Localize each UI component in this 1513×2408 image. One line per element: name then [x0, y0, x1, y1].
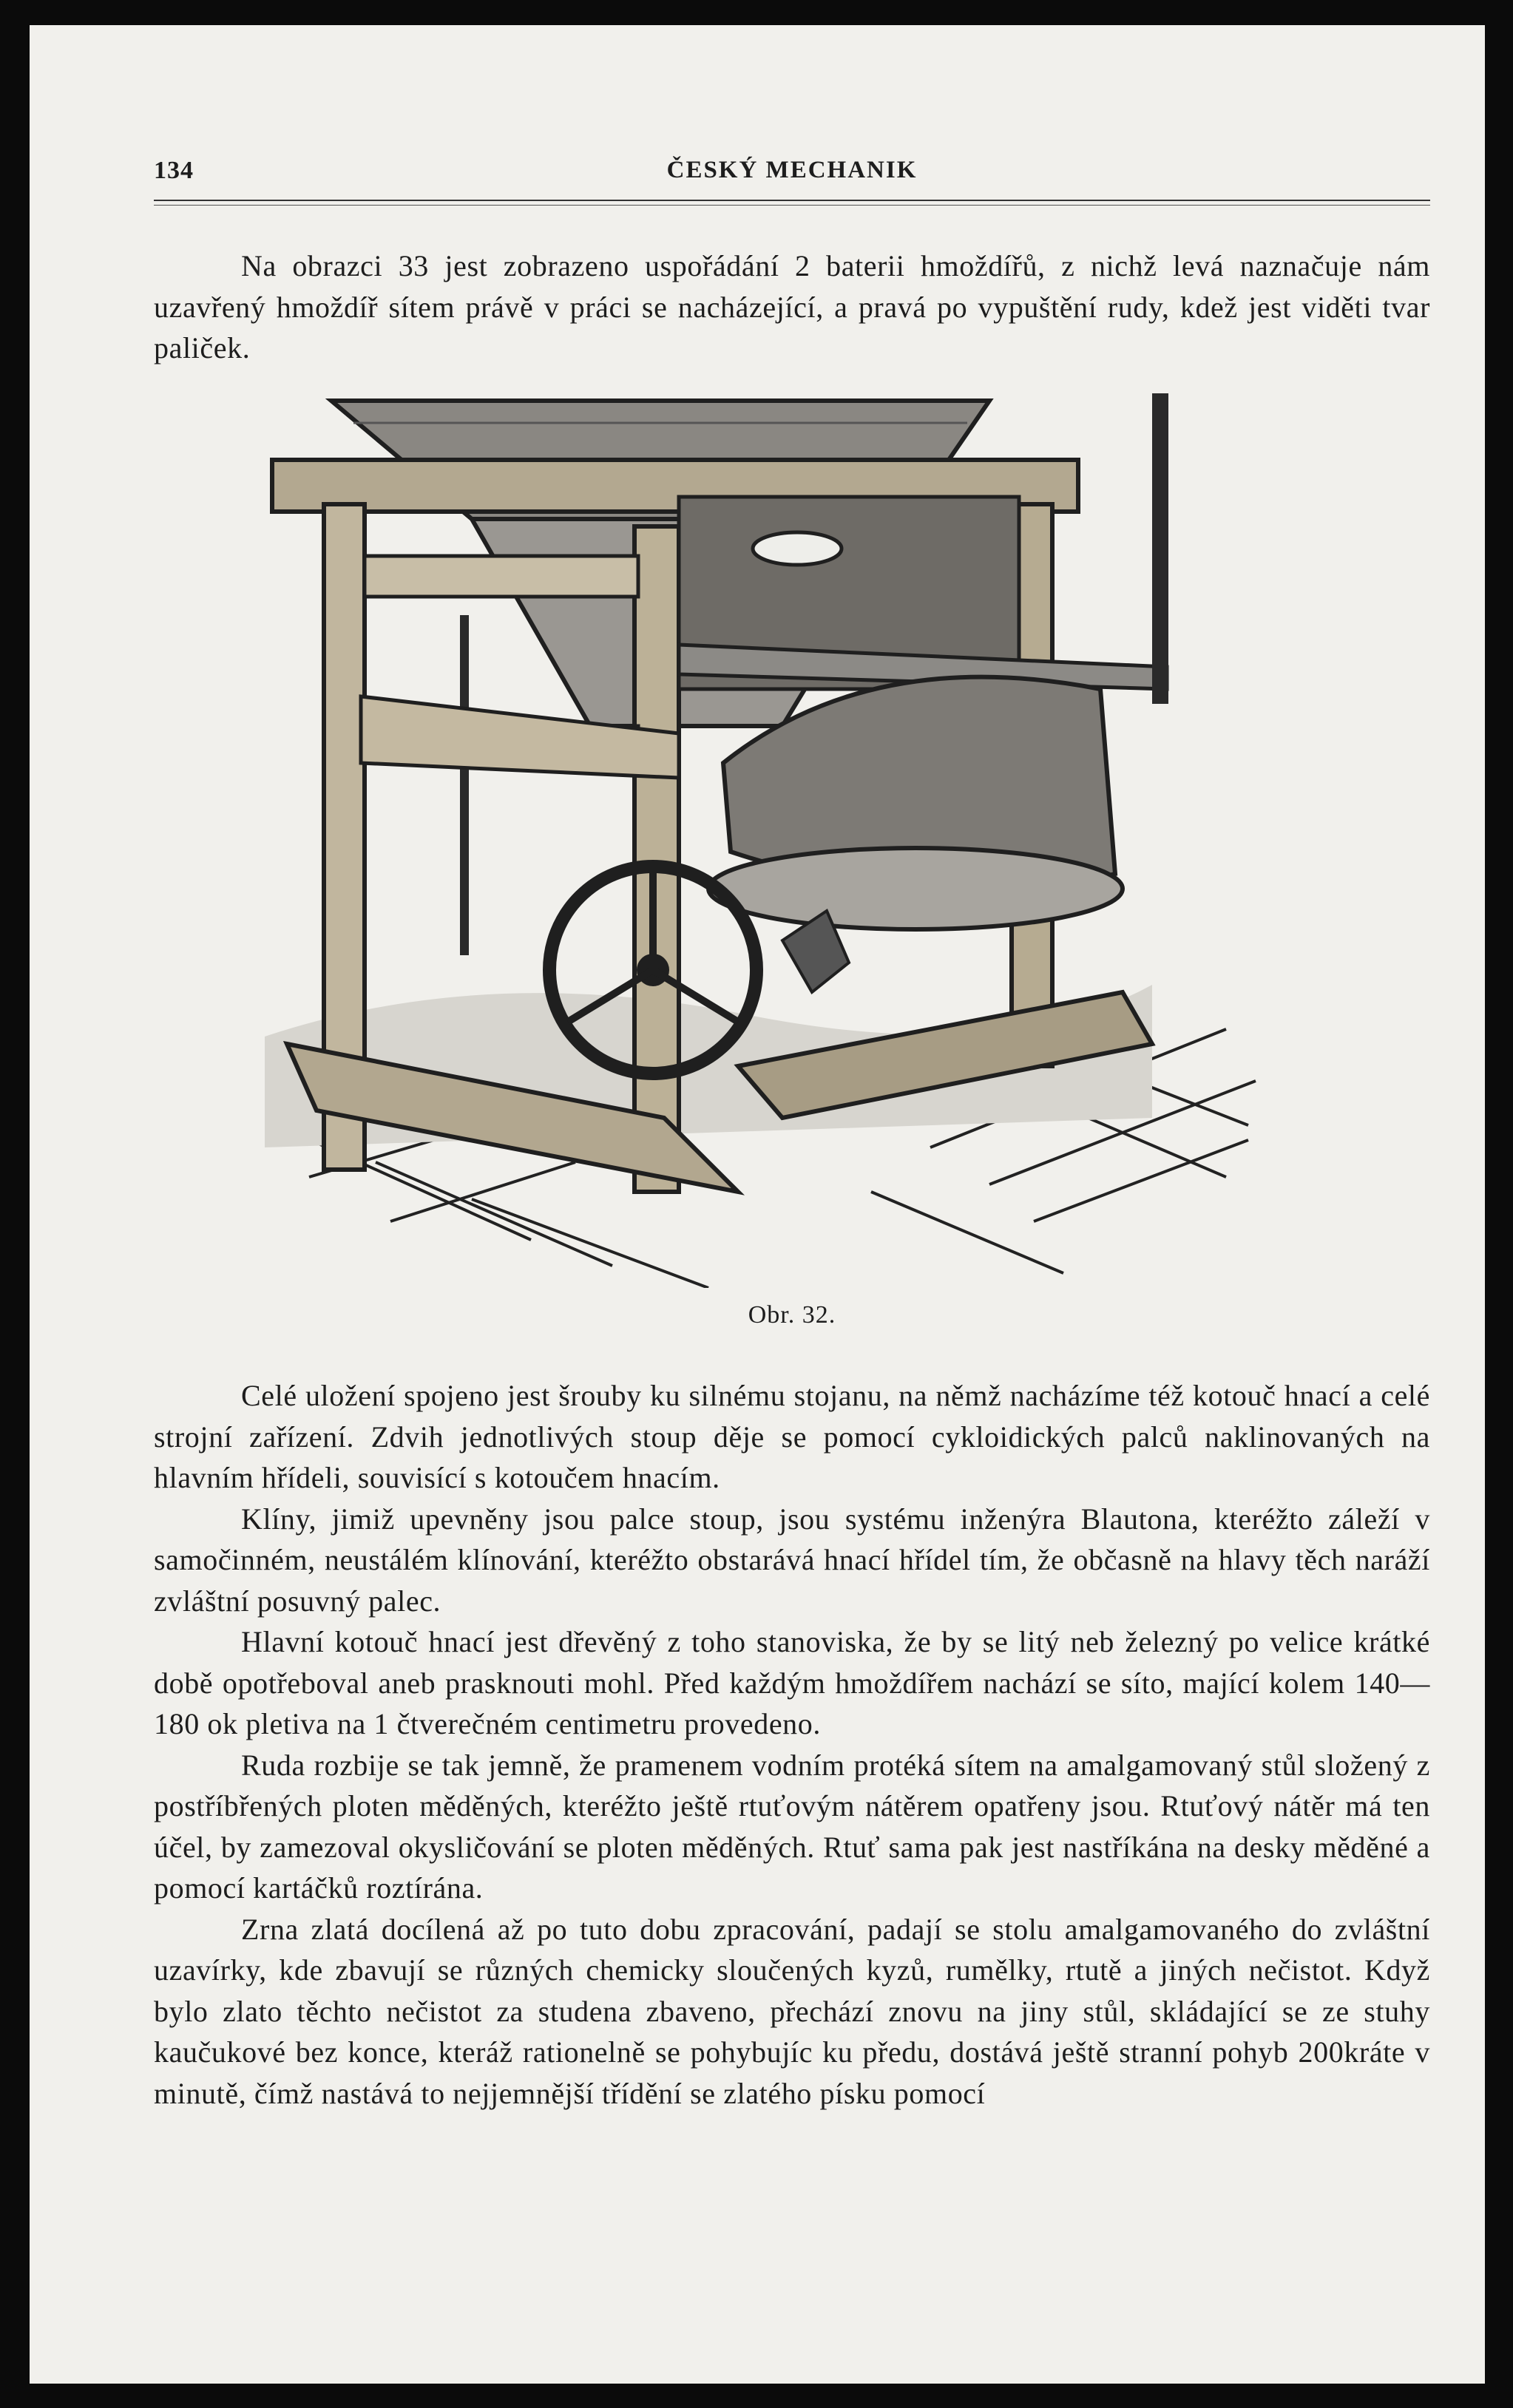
front-post — [634, 526, 679, 1192]
header-rule-thin — [154, 205, 1430, 206]
header-rule — [154, 200, 1430, 201]
paragraph: Celé uložení spojeno jest šrouby ku silnému stojanu, na němž nacházíme též kotouč hnací a celé strojní zařízení. Zdvih jednotlivých stoup děje se pomocí cykloidických palců naklinovaných na hlavním hřídeli, souvisící s kotoučem hnacím. — [154, 1379, 1430, 1494]
page-number: 134 — [154, 157, 194, 184]
paragraph: Zrna zlatá docílená až po tuto dobu zpracování, padají se stolu amalgamovaného do zvláštní uzavírky, kde zbavují se různých chemicky sloučených kyzů, rumělky, rtutě a jiných nečistot. Když bylo zlato těchto nečistot za studena zbaveno, přechází znovu na jiny stůl, skládající se ze stuhy kaučukové bez konce, kteráž rationelně se pohybujíc ku předu, dostává ještě stranní pohyb 200kráte v minutě, čímž nastává to nejjemnější třídění se zlatého písku pomocí — [154, 1912, 1430, 2110]
figure-caption: Obr. 32. — [748, 1301, 836, 1329]
paragraph: Na obrazci 33 jest zobrazeno uspořádání 2 baterii hmoždířů, z nichž levá naznačuje nám uzavřený hmoždíř sítem právě v práci se nacházející, a pravá po vypuštění rudy, kdež jest viděti tvar paliček. — [154, 249, 1430, 364]
body-text — [154, 1375, 1430, 2114]
journal-title: ČESKÝ MECHANIK — [666, 157, 918, 183]
cam-ring — [753, 532, 842, 565]
discharge-plate — [708, 848, 1123, 929]
paragraph: Ruda rozbije se tak jemně, že pramenem vodním protéká sítem na amalgamovaný stůl složený z postříbřených ploten měděných, kteréžto ještě rtuťovým nátěrem opatřeny jsou. Rtuťový nátěr má ten účel, by zamezoval okysličování se ploten měděných. Rtuť sama pak jest nastříkána na desky měděné a pomocí kartáčků roztírána. — [154, 1748, 1430, 1905]
stamp-mill-figure — [265, 379, 1285, 1288]
paragraph: Hlavní kotouč hnací jest dřevěný z toho stanoviska, že by se litý neb železný po velice krátké době opotřeboval aneb prasknouti mohl. Před každým hmoždířem nachází se síto, mající kolem 140—180 ok pletiva na 1 čtverečném centimetru provedeno. — [154, 1625, 1430, 1740]
middle-beam — [365, 556, 638, 597]
control-lever — [1152, 393, 1168, 704]
running-head — [154, 157, 1430, 194]
stamp-mill-illustration — [265, 379, 1285, 1288]
intro-text — [154, 245, 1430, 369]
book-page — [30, 25, 1485, 2384]
paragraph: Klíny, jimiž upevněny jsou palce stoup, jsou systému inženýra Blautona, kteréžto záleží v samočinném, neustálém klínování, kteréžto obstarává hnací hřídel tím, že občasně na hlavy těch naráží zvláštní posuvný palec. — [154, 1502, 1430, 1618]
